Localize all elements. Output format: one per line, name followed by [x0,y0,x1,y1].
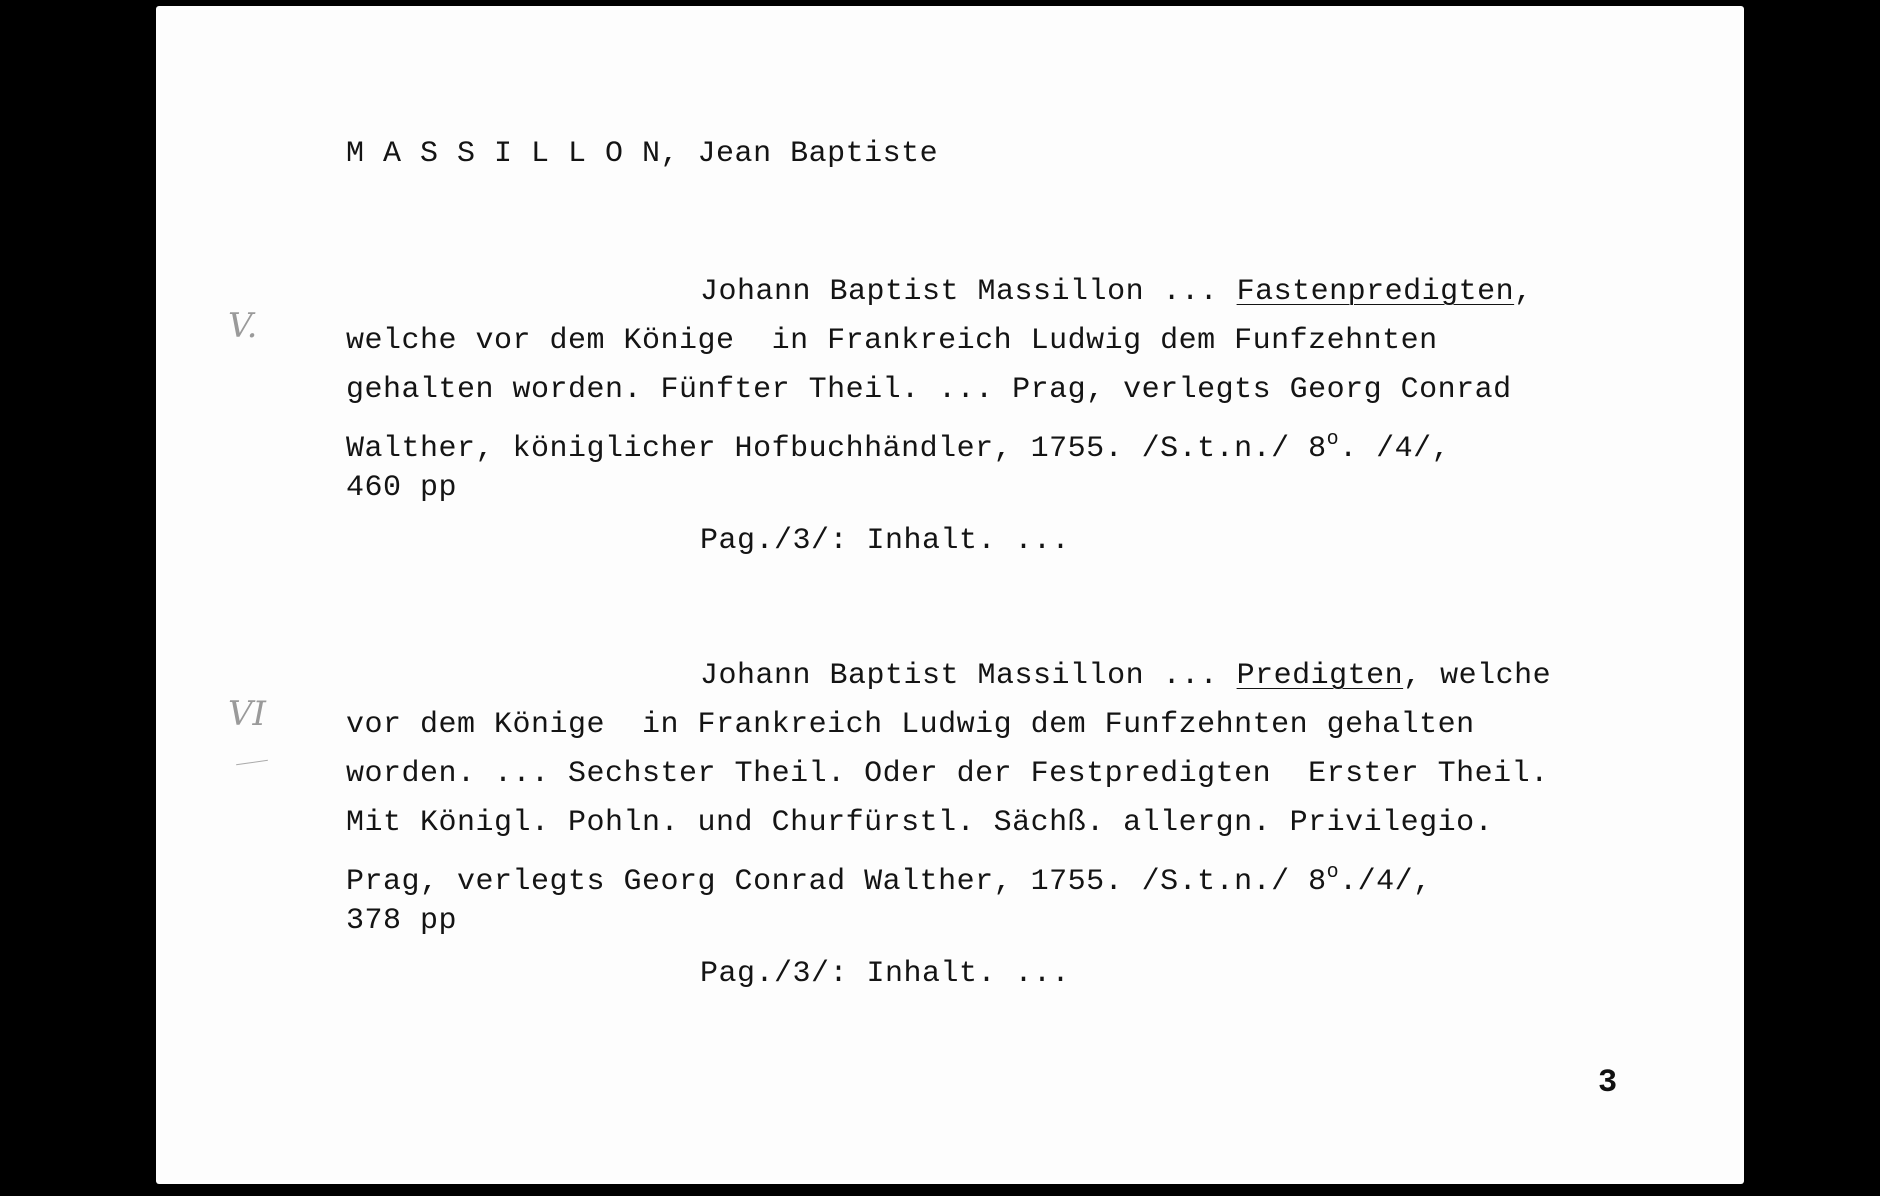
entry-2-line-4: Mit Königl. Pohln. und Churfürstl. Sächß. allergn. Privilegio. [346,806,1494,840]
entry-1-line-2: welche vor dem Könige in Frankreich Ludwig dem Funfzehnten [346,324,1438,358]
entry-1-line-4 [346,415,1450,474]
entry-1-contents: Pag./3/: Inhalt. ... [700,524,1071,558]
catalog-card [156,6,1744,1184]
entry-1-format-tail: . /4/, [1339,432,1451,466]
card-page-number: 3 [1598,1064,1618,1101]
entry-2-contents: Pag./3/: Inhalt. ... [700,957,1071,991]
entry-2-format-tail: ./4/, [1339,865,1432,899]
entry-1-imprint: Walther, königlicher Hofbuchhändler, 1755. /S.t.n./ 8 [346,432,1327,466]
entry-2-line-1 [700,652,1551,701]
entry-2-format-sup: o [1326,861,1340,884]
entry-2-line-3: worden. ... Sechster Theil. Oder der Festpredigten Erster Theil. [346,757,1549,791]
entry-2-line-5 [346,848,1432,907]
entry-2-title: Predigten [1236,659,1404,693]
card-heading: M A S S I L L O N, Jean Baptiste [346,137,939,171]
margin-mark [236,760,268,765]
entry-2-author: Johann Baptist Massillon ... [700,659,1237,693]
entry-2-imprint: Prag, verlegts Georg Conrad Walther, 1755. /S.t.n./ 8 [346,865,1327,899]
margin-note-entry-1: V. [228,306,258,346]
margin-note-entry-2: VI [228,694,266,734]
entry-2-line-2: vor dem Könige in Frankreich Ludwig dem Funfzehnten gehalten [346,708,1475,742]
entry-1-line-3: gehalten worden. Fünfter Theil. ... Prag, verlegts Georg Conrad [346,373,1512,407]
entry-1-format-sup: o [1326,428,1340,451]
entry-1-author: Johann Baptist Massillon ... [700,275,1237,309]
entry-1-title: Fastenpredigten [1236,275,1515,309]
entry-2-title-punct: , welche [1403,659,1552,693]
entry-1-line-1 [700,268,1533,317]
entry-1-pages: 460 pp [346,471,458,505]
entry-2-pages: 378 pp [346,904,458,938]
entry-1-title-punct: , [1514,275,1533,309]
